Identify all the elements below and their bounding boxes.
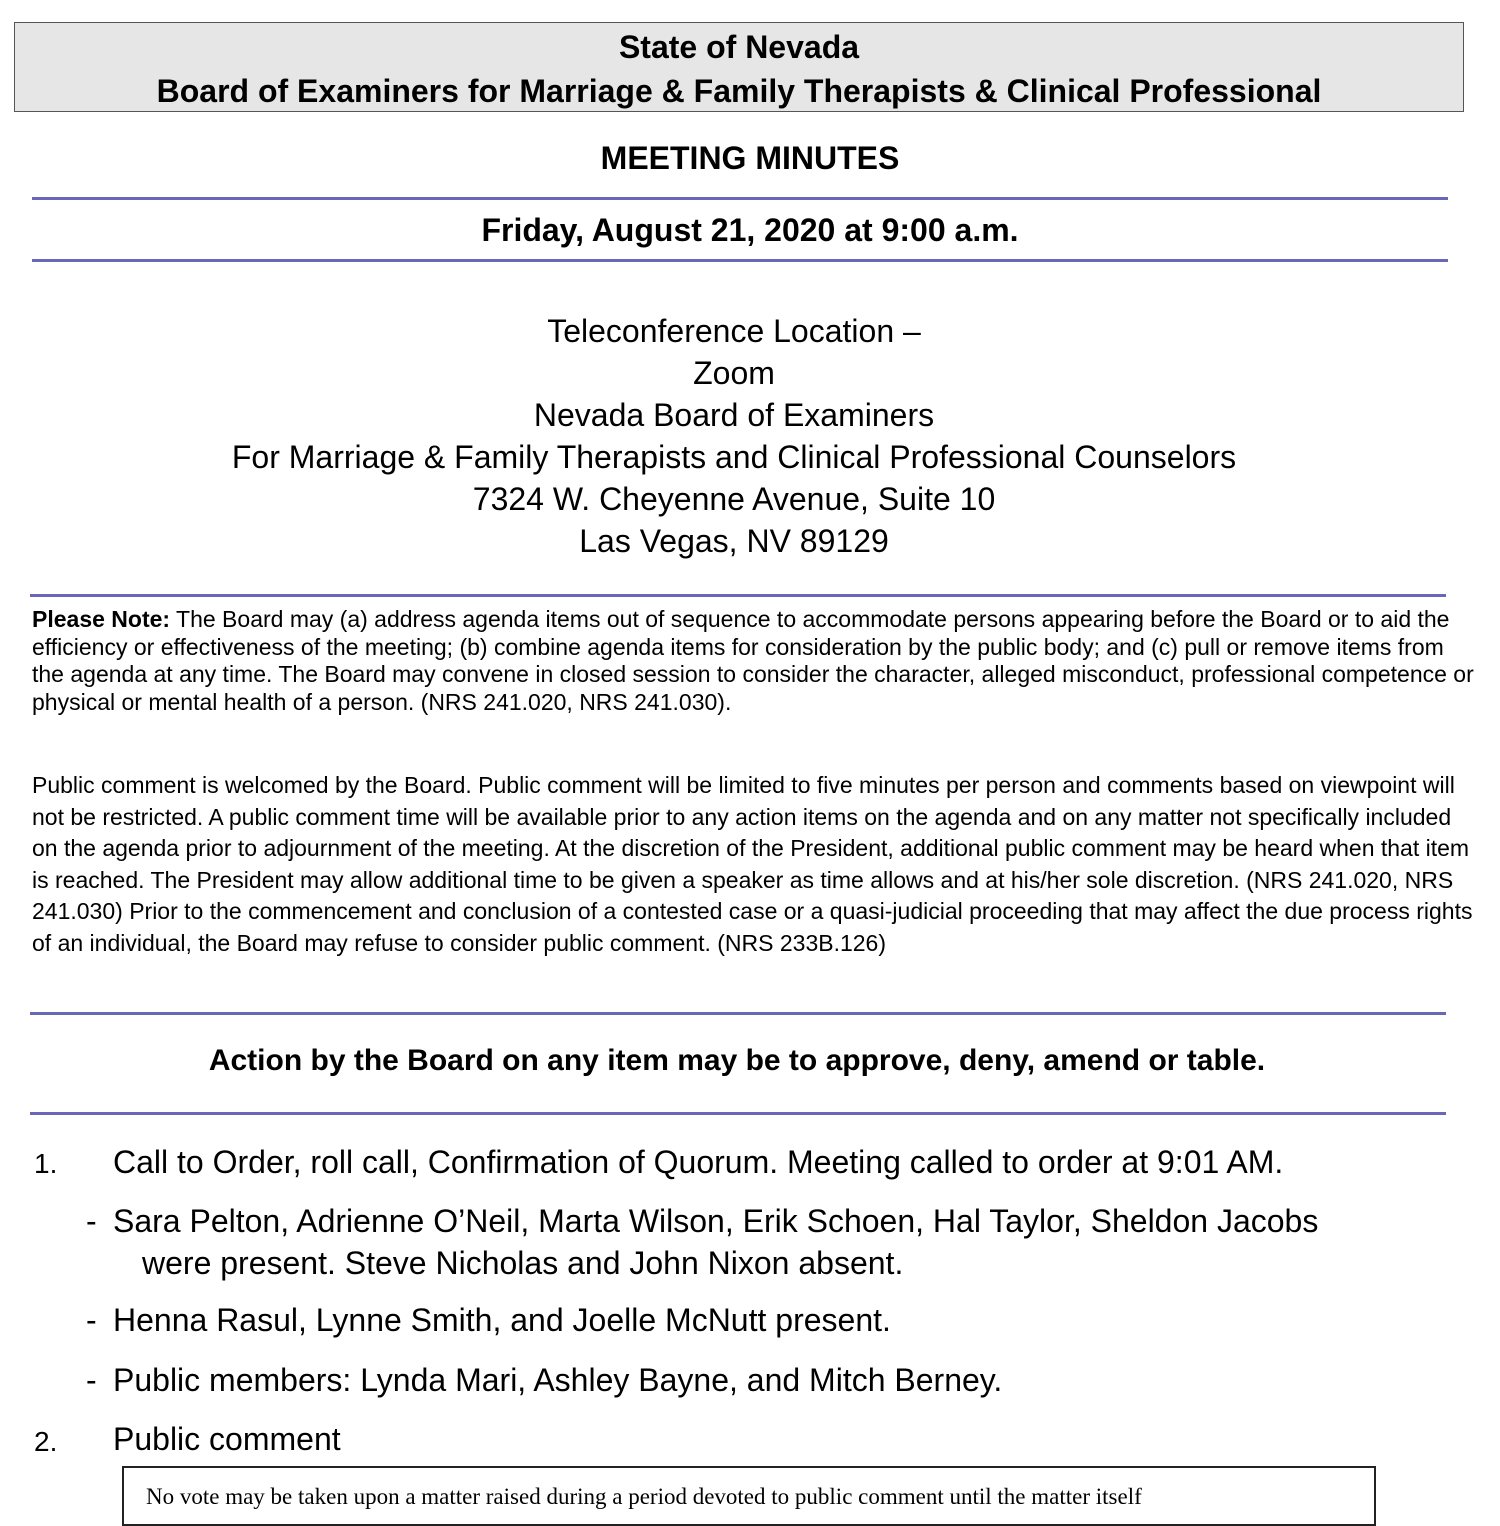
location-line: Zoom: [693, 355, 775, 391]
divider: [32, 197, 1448, 200]
divider: [30, 594, 1446, 597]
header-board: Board of Examiners for Marriage & Family Therapists & Clinical Professional: [156, 73, 1322, 109]
public-comment-notice: Public comment is welcomed by the Board. Public comment will be limited to five minutes per person and comments based on viewpoint will not be restricted. A public comment time will be available prior to any action items on the agenda and on any matter not specifically included on the agenda prior to adjournment of the meeting. At the discretion of the President, additional public comment may be heard when that item is reached. The President may allow additional time to be given a speaker as time allows and at his/her sole discretion. (NRS 241.020, NRS 241.030) Prior to the commencement and conclusion of a contested case or a quasi-judicial proceeding that may affect the due process rights of an individual, the Board may refuse to consider public comment. (NRS 233B.126): [32, 772, 1473, 956]
location-line: 7324 W. Cheyenne Avenue, Suite 10: [472, 481, 996, 517]
please-note-text: The Board may (a) address agenda items out of sequence to accommodate persons appearing before the Board or to aid the efficiency or effectiveness of the meeting; (b) combine agenda items for consideration by the public body; and (c) pull or remove items from the agenda at any time. The Board may convene in closed session to consider the character, alleged misconduct, professional competence or physical or mental health of a person. (NRS 241.020, NRS 241.030).: [32, 606, 1474, 715]
meeting-date: Friday, August 21, 2020 at 9:00 a.m.: [481, 212, 1019, 248]
attendees-staff: Henna Rasul, Lynne Smith, and Joelle McNutt present.: [113, 1302, 891, 1338]
item-public-comment: Public comment: [113, 1421, 341, 1457]
header-box: [14, 22, 1464, 112]
please-note-label: Please Note:: [32, 606, 171, 632]
bullet-dash: -: [86, 1362, 97, 1398]
bullet-dash: -: [86, 1203, 97, 1239]
location-line: Nevada Board of Examiners: [533, 397, 935, 433]
attendees-board-cont: were present. Steve Nicholas and John Nixon absent.: [142, 1245, 904, 1281]
header-state: State of Nevada: [618, 29, 860, 65]
attendees-public: Public members: Lynda Mari, Ashley Bayne, and Mitch Berney.: [113, 1362, 1003, 1398]
action-notice: Action by the Board on any item may be to approve, deny, amend or table.: [208, 1044, 1266, 1077]
public-comment-box: No vote may be taken upon a matter raised during a period devoted to public comment until the matter itself: [122, 1466, 1376, 1526]
location-line: Las Vegas, NV 89129: [579, 523, 889, 559]
item-call-to-order: Call to Order, roll call, Confirmation of Quorum. Meeting called to order at 9:01 AM.: [113, 1144, 1284, 1180]
item-number: 1.: [34, 1148, 58, 1179]
please-note-paragraph: [32, 606, 1482, 716]
divider: [30, 1112, 1446, 1115]
divider: [30, 1012, 1446, 1015]
bullet-dash: -: [86, 1302, 97, 1338]
attendees-board: Sara Pelton, Adrienne O’Neil, Marta Wilson, Erik Schoen, Hal Taylor, Sheldon Jacobs: [113, 1203, 1319, 1239]
divider: [32, 259, 1448, 262]
location-line: For Marriage & Family Therapists and Clinical Professional Counselors: [231, 439, 1237, 475]
location-line: Teleconference Location –: [547, 313, 921, 349]
document-title: MEETING MINUTES: [600, 140, 900, 176]
item-number: 2.: [34, 1426, 58, 1457]
